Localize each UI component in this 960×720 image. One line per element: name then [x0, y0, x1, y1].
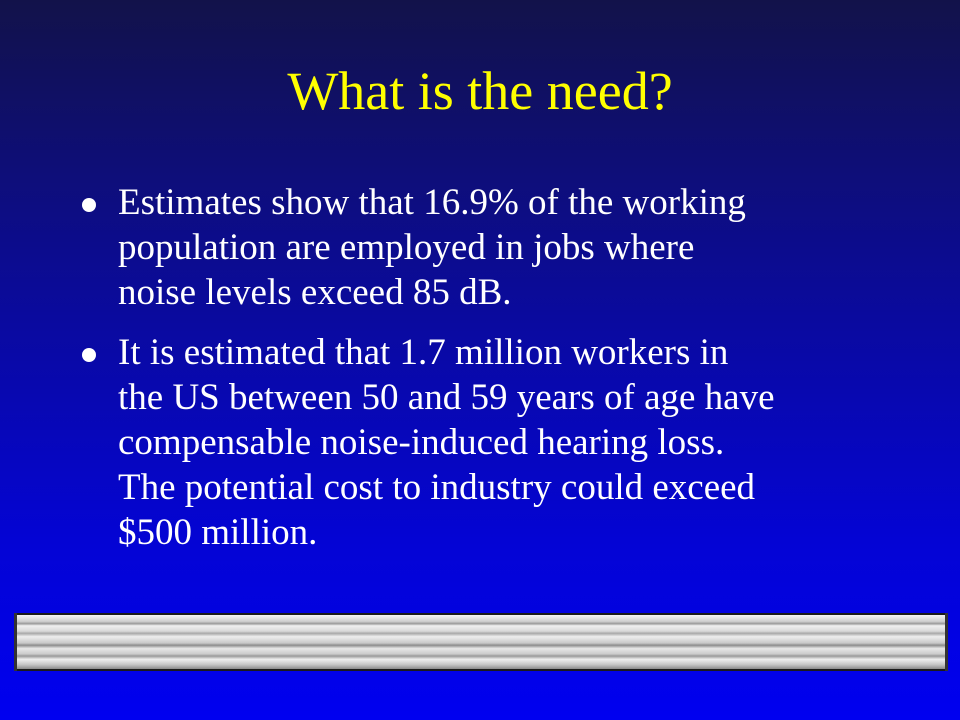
bullet-item — [118, 180, 898, 315]
bullet-line: The potential cost to industry could exceed — [118, 467, 756, 508]
bullet-line: population are employed in jobs where — [118, 227, 695, 268]
bar-left-cap — [14, 613, 17, 671]
bar-right-cap — [945, 613, 948, 671]
bullet-list — [118, 180, 898, 570]
bullet-line: $500 million. — [118, 512, 318, 553]
bullet-line: compensable noise-induced hearing loss. — [118, 422, 725, 463]
bullet-line: It is estimated that 1.7 million workers in — [118, 332, 729, 373]
bullet-dot-icon — [82, 198, 96, 212]
bullet-line: noise levels exceed 85 dB. — [118, 272, 512, 313]
slide-title: What is the need? — [287, 61, 673, 121]
bullet-item — [118, 330, 898, 555]
decorative-metal-bar — [14, 613, 948, 671]
bullet-line: Estimates show that 16.9% of the working — [118, 182, 746, 223]
bullet-dot-icon — [82, 348, 96, 362]
bullet-line: the US between 50 and 59 years of age have — [118, 377, 775, 418]
